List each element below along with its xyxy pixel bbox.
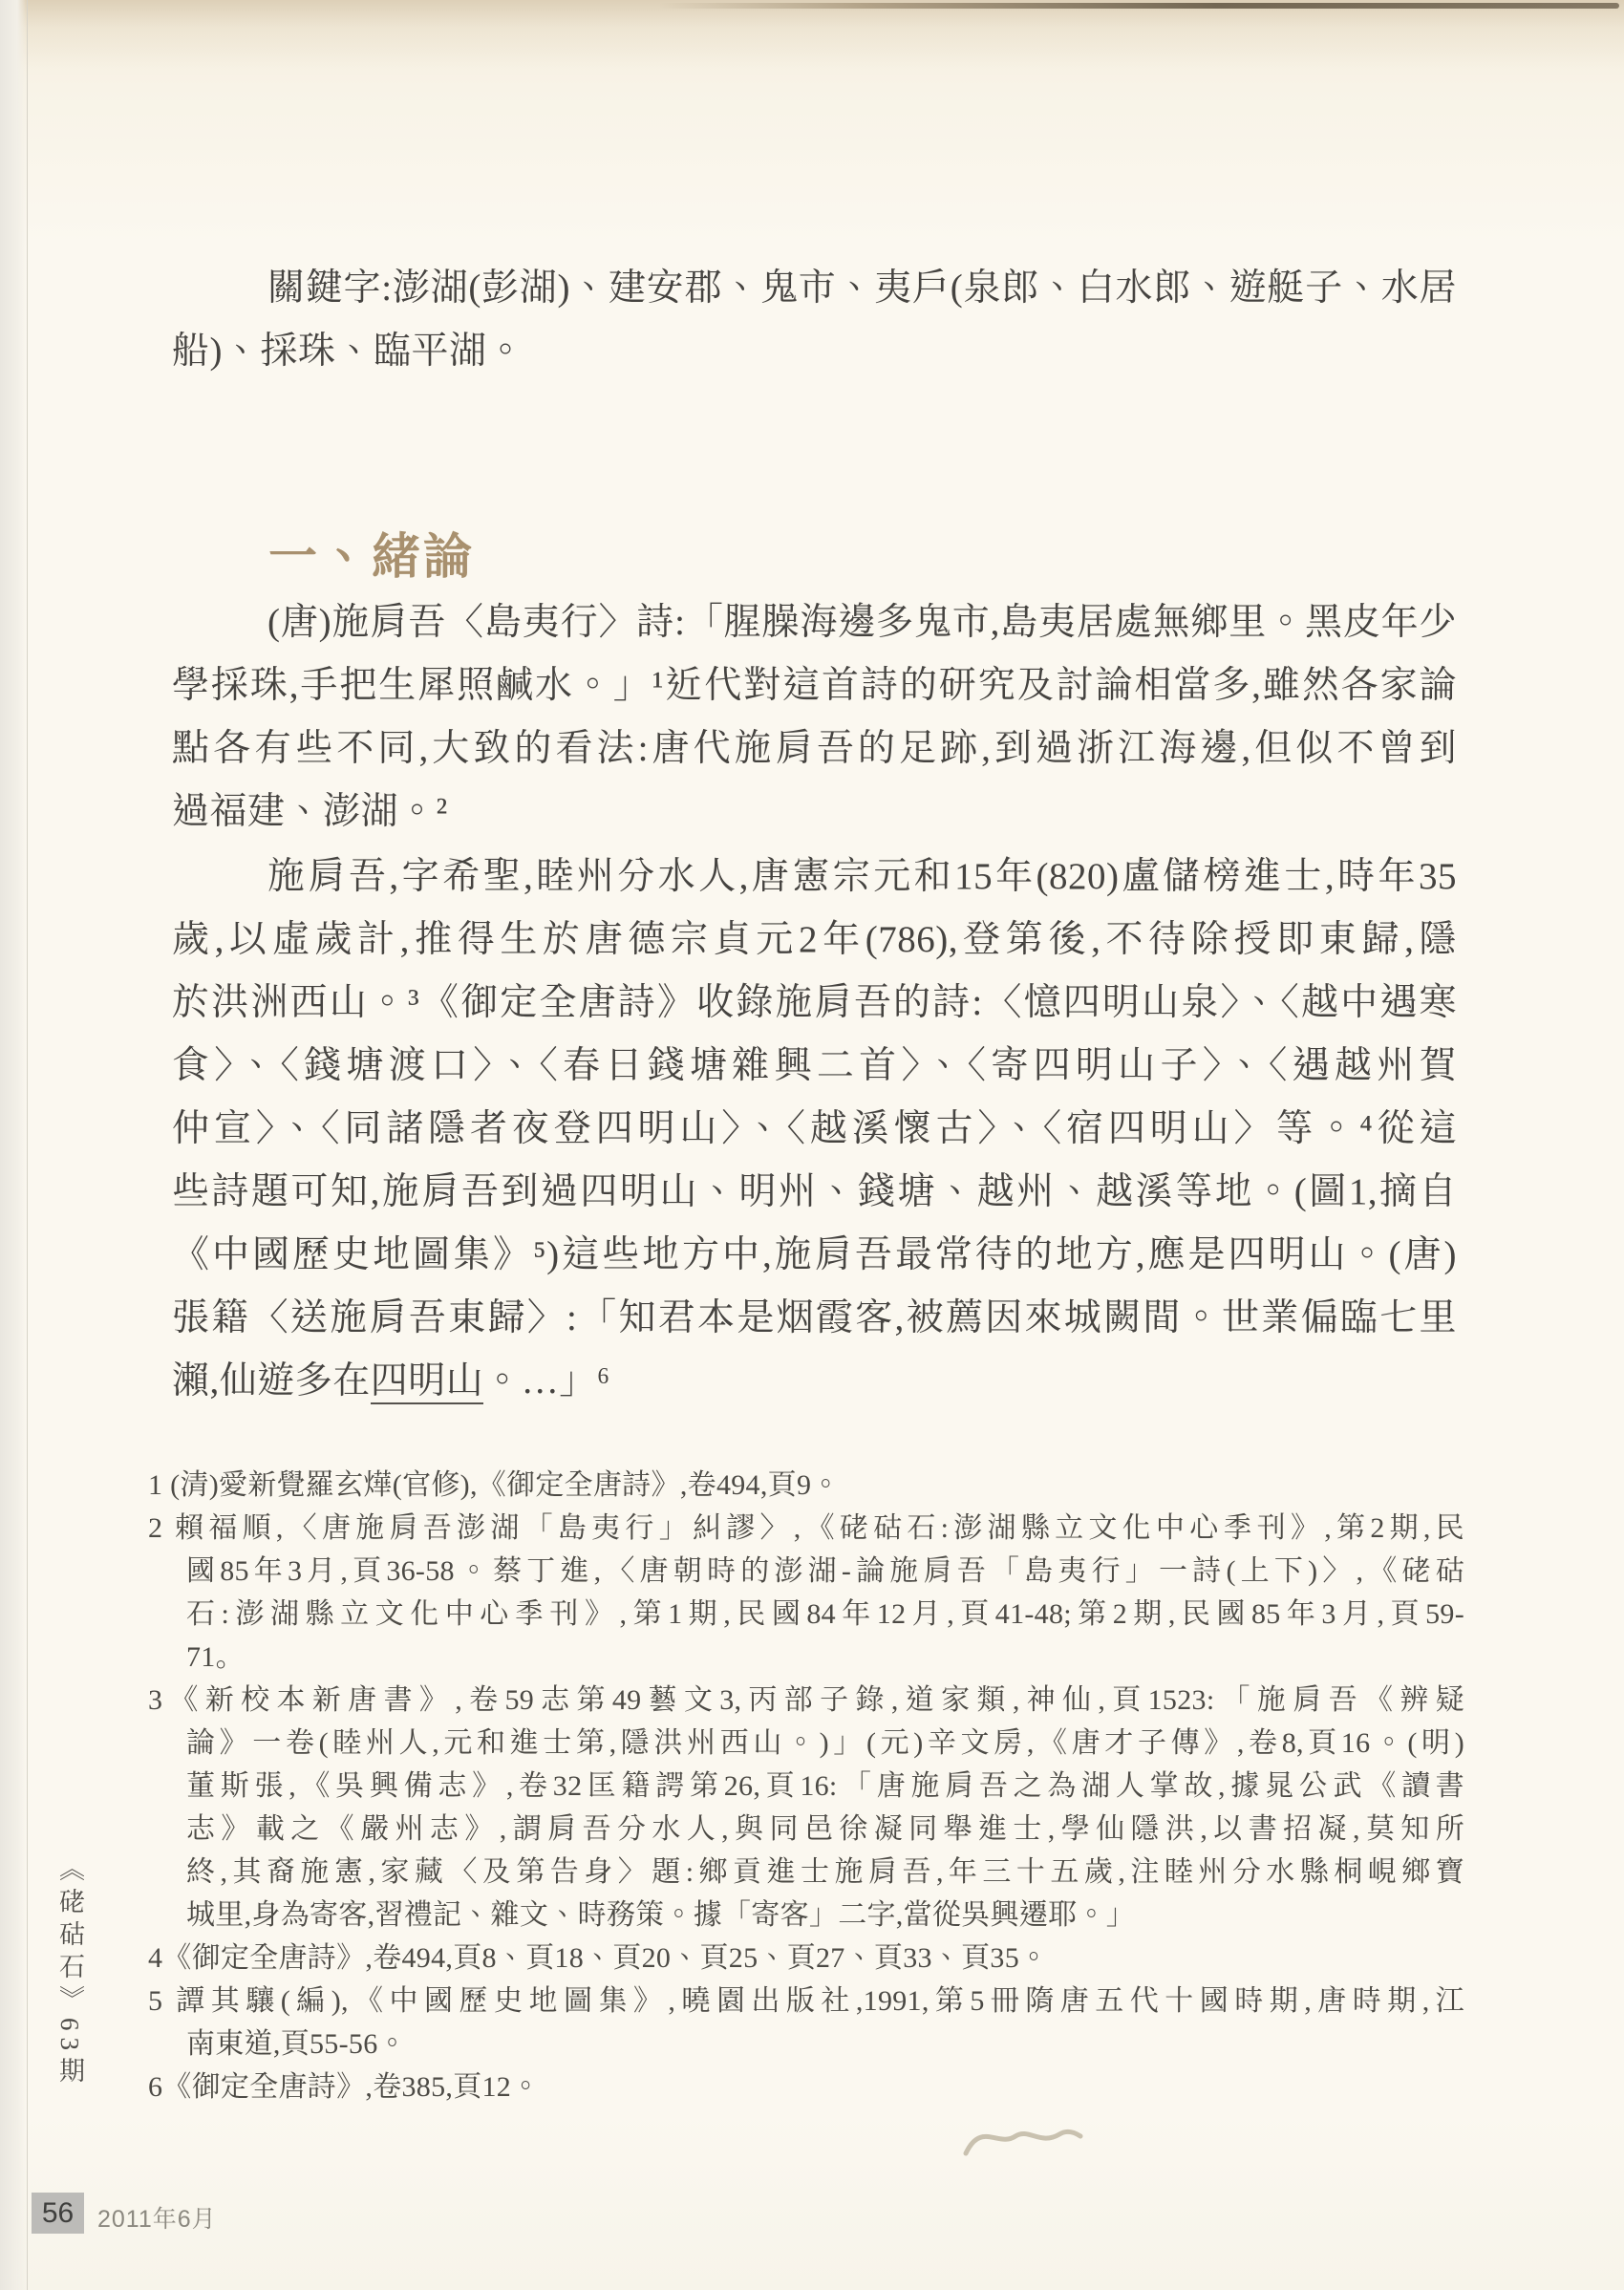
paragraph-line: 張籍〈送施肩吾東歸〉:「知君本是烟霞客,被薦因來城闕間。世業偏臨七里	[172, 1297, 1457, 1338]
section-heading: 一、緒論	[268, 529, 476, 584]
footnote-line: 志》載之《嚴州志》,謂肩吾分水人,與同邑徐凝同舉進士,學仙隱洪,以書招凝,莫知所	[186, 1813, 1464, 1845]
paragraph-line: 點各有些不同,大致的看法:唐代施肩吾的足跡,到過浙江海邊,但似不曾到	[172, 728, 1457, 769]
paragraph-line: 過福建、澎湖。²	[172, 791, 448, 832]
paragraph-line: 仲宣〉、〈同諸隱者夜登四明山〉、〈越溪懷古〉、〈宿四明山〉等。⁴從這	[172, 1108, 1457, 1149]
paragraph-line: (唐)施肩吾〈島夷行〉詩:「腥臊海邊多鬼市,島夷居處無鄉里。黑皮年少	[267, 602, 1457, 643]
paragraph-line-final	[172, 1350, 1457, 1413]
footnote-line: 6《御定全唐詩》,卷385,頁12。	[148, 2071, 541, 2103]
final-line-text: 瀨,仙遊多在	[172, 1360, 371, 1402]
scan-artifact-top-band	[0, 0, 1624, 69]
footnote-line: 南東道,頁55-56。	[186, 2028, 407, 2060]
footnote-line: 71。	[186, 1641, 245, 1673]
underlined-place-name: 四明山	[371, 1360, 484, 1404]
paragraph-line: 施肩吾,字希聖,睦州分水人,唐憲宗元和15年(820)盧儲榜進士,時年35	[267, 856, 1457, 897]
paragraph-line: 歲,以虛歲計,推得生於唐德宗貞元2年(786),登第後,不待除授即東歸,隱	[172, 919, 1457, 960]
footnote-line: 3《新校本新唐書》,卷59志第49藝文3,丙部子錄,道家類,神仙,頁1523:「施肩吾《辨疑	[148, 1684, 1464, 1716]
paragraph-line: 《中國歷史地圖集》⁵)這些地方中,施肩吾最常待的地方,應是四明山。(唐)	[172, 1234, 1457, 1275]
scan-artifact-top-edge-line	[659, 3, 1619, 9]
footnote-line: 4《御定全唐詩》,卷494,頁8、頁18、頁20、頁25、頁27、頁33、頁35。	[148, 1942, 1049, 1974]
footnote-line: 石:澎湖縣立文化中心季刊》,第1期,民國84年12月,頁41-48;第2期,民國85年3月,頁59-	[186, 1598, 1464, 1630]
scan-artifact-pen-mark	[960, 2113, 1084, 2171]
paragraph-line: 於洪洲西山。³《御定全唐詩》收錄施肩吾的詩:〈憶四明山泉〉、〈越中遇寒	[172, 982, 1457, 1023]
footnote-line: 董斯張,《吳興備志》,卷32匡籍諤第26,頁16:「唐施肩吾之為湖人掌故,據晁公武《讀書	[186, 1770, 1464, 1802]
keywords-block	[172, 257, 1457, 383]
page-number: 56	[32, 2193, 84, 2234]
footnote-line: 1 (清)愛新覺羅玄燁(官修),《御定全唐詩》,卷494,頁9。	[148, 1469, 841, 1501]
issue-date: 2011年6月	[97, 2206, 217, 2233]
keywords-line: 關鍵字:澎湖(彭湖)、建安郡、鬼市、夷戶(泉郎、白水郎、遊艇子、水居	[267, 268, 1457, 309]
footnotes-block	[148, 1464, 1464, 2108]
keywords-line: 船)、採珠、臨平湖。	[172, 331, 524, 372]
footnote-line: 國85年3月,頁36-58。蔡丁進,〈唐朝時的澎湖-論施肩吾「島夷行」一詩(上下)〉,《硓𥑮	[186, 1555, 1464, 1587]
scan-artifact-left-edge	[0, 0, 28, 2290]
final-line-text: 。…」⁶	[483, 1360, 610, 1402]
paragraph-line: 學採珠,手把生犀照鹹水。」¹近代對這首詩的研究及討論相當多,雖然各家論	[172, 665, 1457, 706]
footnote-line: 2 賴福順,〈唐施肩吾澎湖「島夷行」糾謬〉,《硓𥑮石:澎湖縣立文化中心季刊》,第2期,民	[148, 1512, 1464, 1544]
footnote-line: 論》一卷(睦州人,元和進士第,隱洪州西山。)」(元)辛文房,《唐才子傳》,卷8,頁16。(明)	[186, 1727, 1464, 1759]
footnote-line: 終,其裔施憲,家藏〈及第告身〉題:鄉貢進士施肩吾,年三十五歲,注睦州分水縣桐峴鄉寶	[186, 1856, 1464, 1888]
journal-spine-label: 《硓𥑮石》63期	[55, 1855, 84, 2089]
paragraph-line: 食〉、〈錢塘渡口〉、〈春日錢塘雜興二首〉、〈寄四明山子〉、〈遇越州賀	[172, 1045, 1457, 1086]
paragraph-1	[172, 591, 1457, 844]
footnote-line: 5 譚其驤(編),《中國歷史地圖集》,曉園出版社,1991,第5冊隋唐五代十國時期,唐時期,江	[148, 1985, 1464, 2017]
footnote-line: 城里,身為寄客,習禮記、雜文、時務策。據「寄客」二字,當從吳興遷耶。」	[186, 1899, 1135, 1931]
paragraph-2	[172, 845, 1457, 1413]
paragraph-line: 些詩題可知,施肩吾到過四明山、明州、錢塘、越州、越溪等地。(圖1,摘自	[172, 1171, 1457, 1212]
